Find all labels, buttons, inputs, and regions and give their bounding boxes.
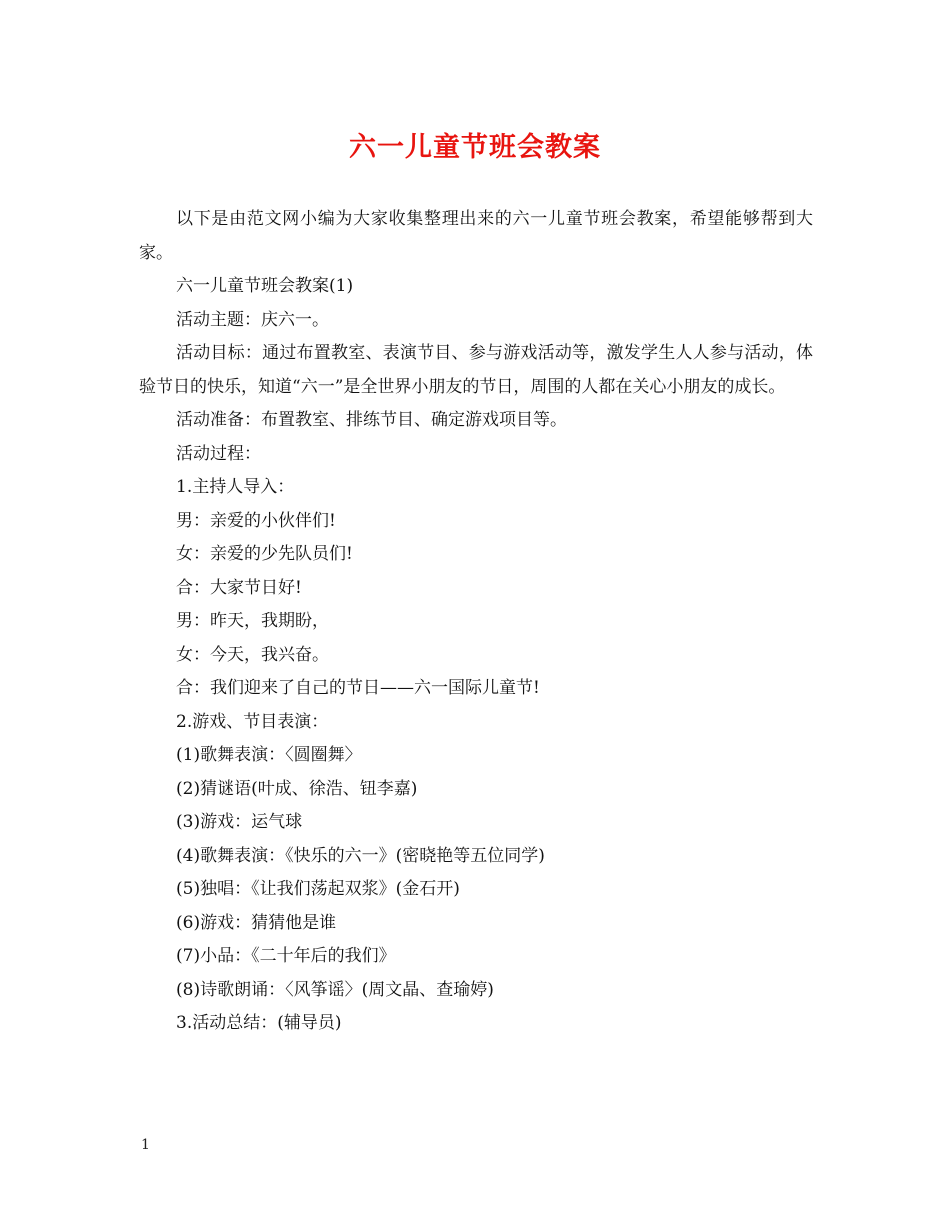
paragraph-line-female-1: 女：亲爱的少先队员们! <box>176 544 353 564</box>
paragraph-program-1: (1)歌舞表演：〈圆圈舞〉 <box>176 745 362 765</box>
paragraph-program-8: (8)诗歌朗诵：〈风筝谣〉(周文晶、查瑜婷) <box>176 979 494 1000</box>
paragraph-preparation: 活动准备：布置教室、排练节目、确定游戏项目等。 <box>176 410 567 430</box>
paragraph-program-7: (7)小品：《二十年后的我们》 <box>176 946 396 966</box>
paragraph-step-2: 2.游戏、节目表演： <box>176 711 329 732</box>
paragraph-program-5: (5)独唱：《让我们荡起双浆》(金石开) <box>176 879 460 899</box>
paragraph-line-together-1: 合：大家节日好! <box>176 577 302 598</box>
paragraph-intro: 以下是由范文网小编为大家收集整理出来的六一儿童节班会教案，希望能够帮到大家。 <box>139 209 813 263</box>
paragraph-step-3: 3.活动总结：(辅导员) <box>176 1013 342 1033</box>
paragraph-line-together-2: 合：我们迎来了自己的节日——六一国际儿童节! <box>176 678 540 698</box>
paragraph-process: 活动过程： <box>176 443 261 464</box>
paragraph-program-3: (3)游戏：运气球 <box>176 812 303 832</box>
paragraph-lesson-heading: 六一儿童节班会教案(1) <box>176 276 354 296</box>
document-body <box>139 203 813 1041</box>
paragraph-line-male-1: 男：亲爱的小伙伴们! <box>176 510 336 531</box>
paragraph-program-2: (2)猜谜语(叶成、徐浩、钮李嘉) <box>176 778 418 799</box>
paragraph-line-male-2: 男：昨天，我期盼， <box>176 611 329 631</box>
paragraph-theme: 活动主题：庆六一。 <box>176 309 329 330</box>
paragraph-line-female-2: 女：今天，我兴奋。 <box>176 644 329 665</box>
page-number: 1 <box>141 1137 150 1153</box>
paragraph-program-6: (6)游戏：猜猜他是谁 <box>176 912 337 933</box>
paragraph-program-4: (4)歌舞表演：《快乐的六一》(密晓艳等五位同学) <box>176 845 545 866</box>
paragraph-goal: 活动目标：通过布置教室、表演节目、参与游戏活动等，激发学生人人参与活动，体验节日的快乐，知道“六一”是全世界小朋友的节日，周围的人都在关心小朋友的成长。 <box>139 343 813 397</box>
document-title: 六一儿童节班会教案 <box>349 132 601 163</box>
paragraph-step-1: 1.主持人导入： <box>176 477 295 497</box>
